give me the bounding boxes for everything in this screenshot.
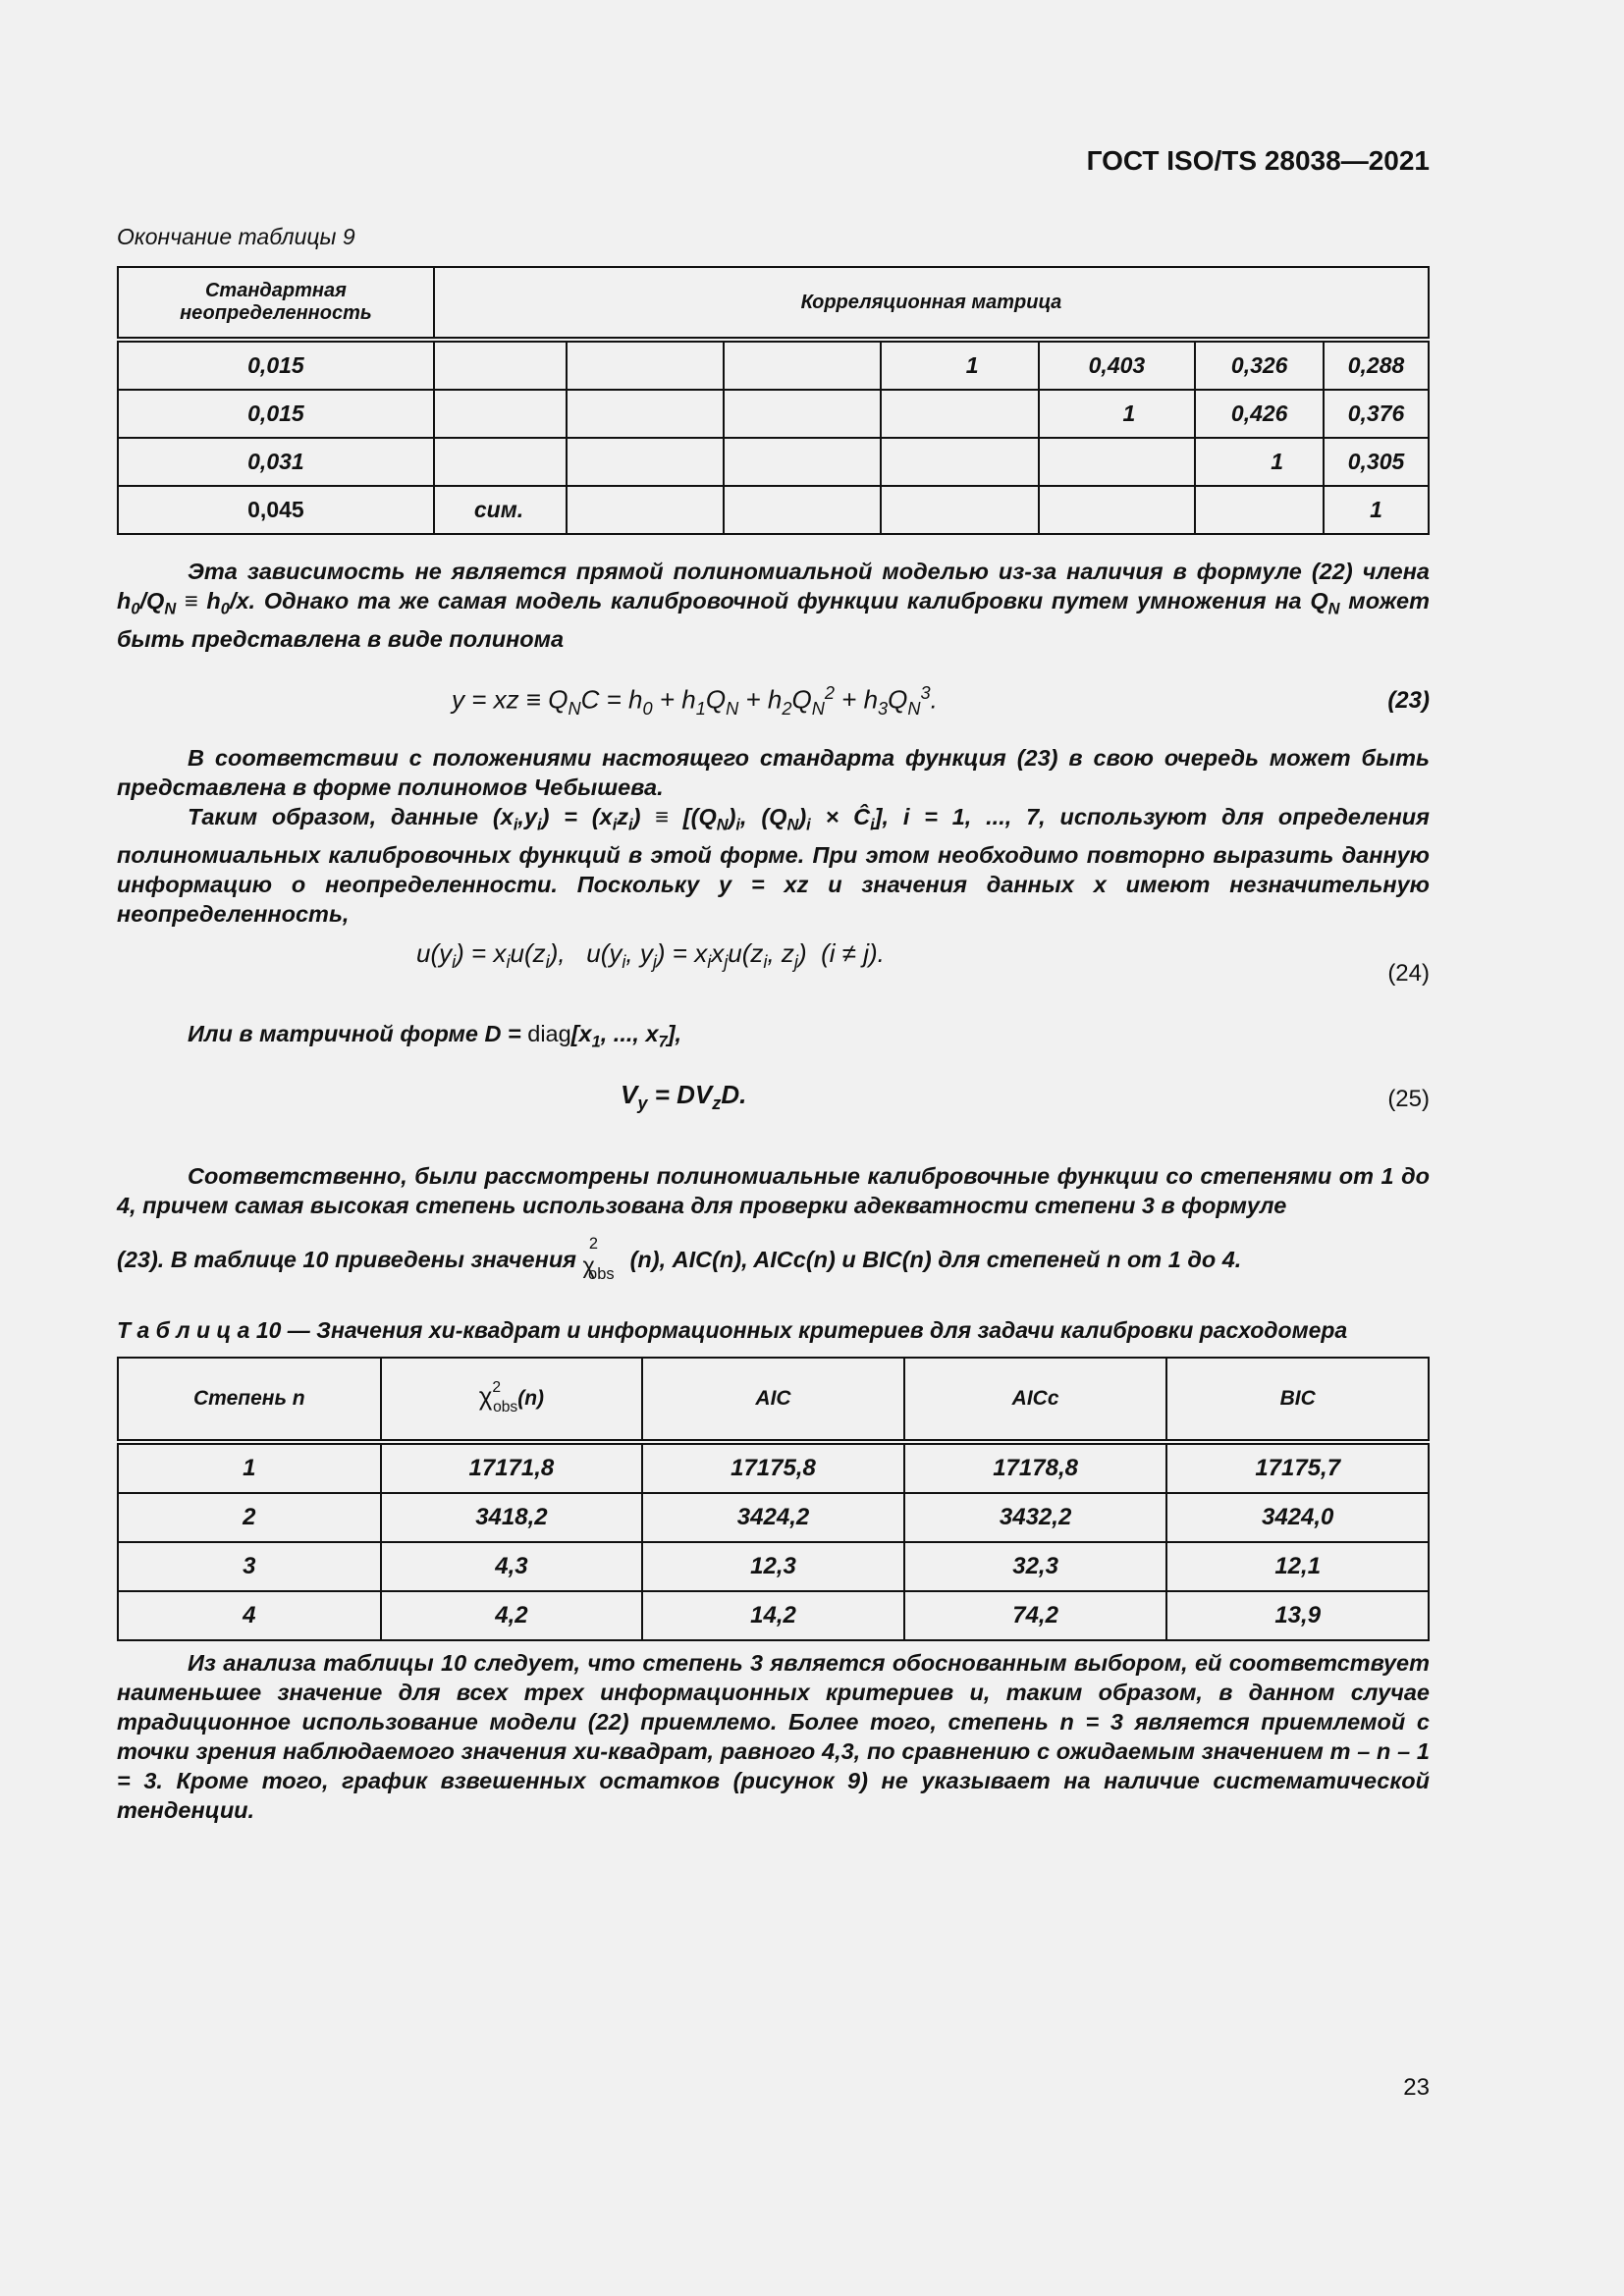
- page-number: 23: [1403, 2074, 1430, 2101]
- paragraph: В соответствии с положениями настоящего стандарта функция (23) в свою очередь может быть представлена в форме полиномов Чебышева.: [117, 745, 1430, 800]
- table-row: [118, 1591, 1429, 1640]
- table-cell: 0,376: [1324, 390, 1429, 438]
- table-row: [118, 1493, 1429, 1542]
- table-cell: [724, 340, 881, 390]
- table-cell: 13,9: [1166, 1591, 1429, 1640]
- table-row: [118, 486, 1429, 534]
- equation-23: y = xz ≡ $Q_NC = h_0 + h_1Q_N + h_2Q_N^2 + h_3Q_N^3$.: [452, 683, 938, 719]
- equation-number-25: (25): [1387, 1086, 1430, 1112]
- table-row: [118, 1542, 1429, 1591]
- table-cell: 1: [1195, 438, 1324, 486]
- table-cell: 0,045: [118, 486, 434, 534]
- table-cell: 32,3: [904, 1542, 1167, 1591]
- table-cell: 4,2: [381, 1591, 643, 1640]
- table10-caption: Т а б л и ц а 10 — Значения хи-квадрат и информационных критериев для задачи калибровки расходомера: [117, 1317, 1348, 1343]
- table10-header-aic: AIC: [642, 1358, 904, 1442]
- table-cell: 0,015: [118, 340, 434, 390]
- table-row: [118, 340, 1429, 390]
- chi-square-symbol: $\chi^2_{obs}$: [582, 1235, 615, 1283]
- table-cell: [434, 340, 567, 390]
- table10: [117, 1357, 1430, 1641]
- table-cell: 3432,2: [904, 1493, 1167, 1542]
- table9-header-uncertainty: Стандартная неопределенность: [118, 267, 434, 340]
- table-row: [118, 390, 1429, 438]
- table10-header-aicc: AICc: [904, 1358, 1167, 1442]
- table-cell: 1: [1324, 486, 1429, 534]
- table-cell: [724, 438, 881, 486]
- table10-header-degree: Степень n: [118, 1358, 381, 1442]
- table10-header-bic: BIC: [1166, 1358, 1429, 1442]
- table-cell: 0,305: [1324, 438, 1429, 486]
- table9-caption: Окончание таблицы 9: [117, 224, 355, 249]
- table-cell: 3424,0: [1166, 1493, 1429, 1542]
- table-cell: [567, 486, 725, 534]
- table10-header-chi: $\chi^2_{obs}(n)$: [381, 1358, 643, 1442]
- table-cell: 0,426: [1195, 390, 1324, 438]
- table-cell: [724, 390, 881, 438]
- table-cell: [1039, 486, 1196, 534]
- table-cell: [1195, 486, 1324, 534]
- equation-number-24: (24): [1387, 960, 1430, 987]
- table-cell: [724, 486, 881, 534]
- equation-24: $u(y_i) = x_iu(z_i)$, $u(y_i$, $y_j) = x_ix_ju(z_i$, $z_j$) (i ≠ j).: [416, 938, 885, 973]
- table-row: [118, 1442, 1429, 1493]
- table-cell: [434, 438, 567, 486]
- table-cell: 4: [118, 1591, 381, 1640]
- paragraph: Таким образом, данные $(x_i,y_i) = (x_iz_i) \equiv [(Q_N)_i$, $(Q_N)_i$ × $Ĉ_i$], i = 1, ..., 7, используют для определения полиномиальных калибровочных функций в этой форме. При этом необходимо повторно выразить данную информацию о неопределенности. Поскольку y = xz и значения данных x имеют незначительную неопределенность,: [117, 804, 1430, 927]
- table-cell: 12,1: [1166, 1542, 1429, 1591]
- table-cell: 0,403: [1039, 340, 1196, 390]
- paragraph: Или в матричной форме $D = diag[x_1$, ..., $x_7$],: [188, 1021, 682, 1051]
- table-cell: 1: [1039, 390, 1196, 438]
- table9-header-matrix: Корреляционная матрица: [434, 267, 1429, 340]
- table-cell: 17175,8: [642, 1442, 904, 1493]
- table-cell: 0,031: [118, 438, 434, 486]
- table-cell: 14,2: [642, 1591, 904, 1640]
- table-cell: [567, 390, 725, 438]
- table-cell: 17178,8: [904, 1442, 1167, 1493]
- paragraph: Эта зависимость не является прямой полиномиальной моделью из-за наличия в формуле (22) члена $h_0/Q_N \equiv h_0/x$. Однако та же самая модель калибровочной функции калибровки путем умножения на $Q_N$ может быть представлена в виде полинома: [117, 559, 1431, 652]
- table-cell: [881, 390, 1039, 438]
- table-cell: 74,2: [904, 1591, 1167, 1640]
- table-cell: 3418,2: [381, 1493, 643, 1542]
- table-cell: [434, 390, 567, 438]
- table-cell: 1: [118, 1442, 381, 1493]
- table-cell: [1039, 438, 1196, 486]
- table-cell: [881, 438, 1039, 486]
- table-cell: сим.: [434, 486, 567, 534]
- document-standard-code: ГОСТ ISO/TS 28038—2021: [1086, 145, 1430, 176]
- table-cell: 0,288: [1324, 340, 1429, 390]
- table-cell: 2: [118, 1493, 381, 1542]
- table-cell: 3: [118, 1542, 381, 1591]
- table-cell: 4,3: [381, 1542, 643, 1591]
- table-row: [118, 438, 1429, 486]
- table-cell: 3424,2: [642, 1493, 904, 1542]
- table-cell: 17171,8: [381, 1442, 643, 1493]
- paragraph: (23). В таблице 10 приведены значения $\chi^2_{obs}(n)$, AIC(n), AICc(n) и BIC(n) для степеней n от 1 до 4.: [117, 1239, 1430, 1283]
- table-cell: [567, 438, 725, 486]
- paragraph: Из анализа таблицы 10 следует, что степень 3 является обоснованным выбором, ей соответствует наименьшее значение для всех трех информационных критериев и, таким образом, в данном случае традиционное использование модели (22) приемлемо. Более того, степень n = 3 является приемлемой с точки зрения наблюдаемого значения хи-квадрат, равного 4,3, по сравнению с ожидаемым значением m – n – 1 = 3. Кроме того, график взвешенных остатков (рисунок 9) не указывает на наличие систематической тенденции.: [117, 1650, 1430, 1823]
- equation-number-23: (23): [1387, 687, 1430, 714]
- table-cell: [567, 340, 725, 390]
- table-cell: 17175,7: [1166, 1442, 1429, 1493]
- table-cell: 0,015: [118, 390, 434, 438]
- table-cell: 12,3: [642, 1542, 904, 1591]
- paragraph: Соответственно, были рассмотрены полиномиальные калибровочные функции со степенями от 1 до 4, причем самая высокая степень использована для проверки адекватности степени 3 в формуле: [117, 1163, 1430, 1218]
- table-cell: 0,326: [1195, 340, 1324, 390]
- table9: [117, 266, 1430, 535]
- table-cell: [881, 486, 1039, 534]
- equation-25: $V_y = DV_zD$.: [621, 1080, 747, 1114]
- table-cell: 1: [881, 340, 1039, 390]
